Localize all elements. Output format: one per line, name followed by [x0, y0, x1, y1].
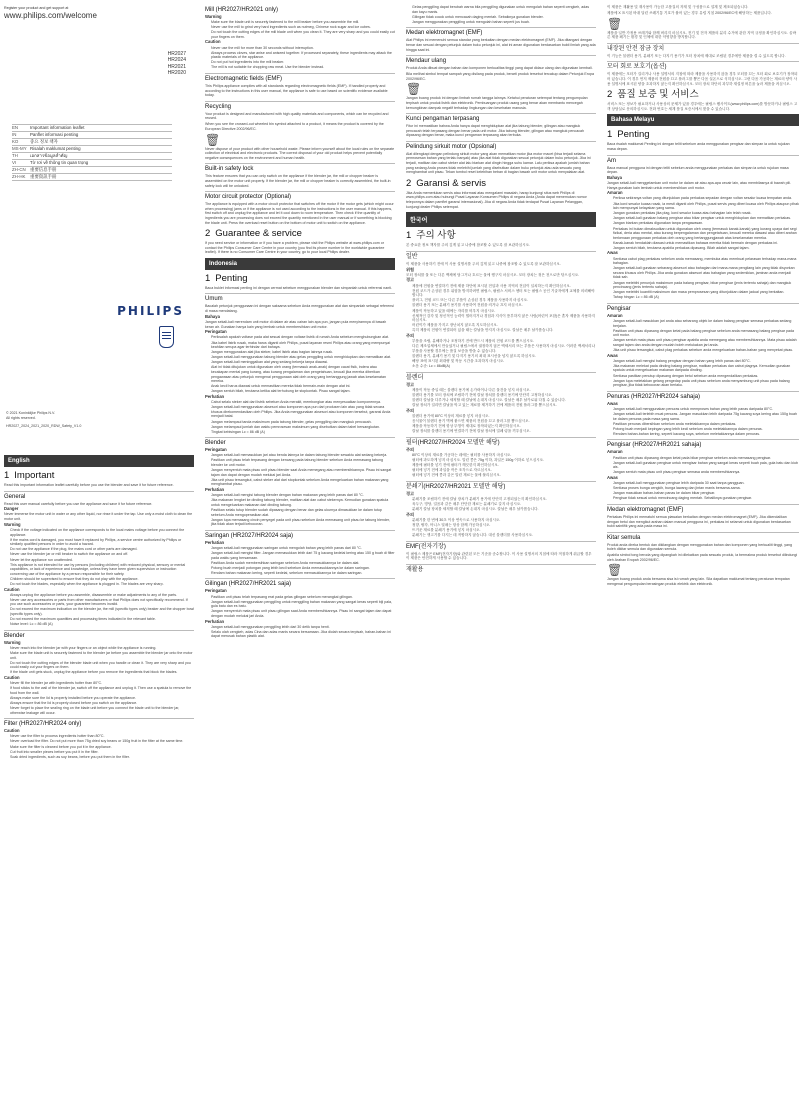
subsection-title: Pelindung sirkuit motor (Opsional): [406, 141, 596, 151]
section-title: 1 주의 사항: [406, 230, 456, 242]
subsection-title: Mill (HR2027/HR2021 only): [205, 7, 279, 13]
bullet-list: • 블렌더 용기에 80°C 이상의 재료를 넣지 마십시오. • 음식물이 블렌더 용기 벽에 붙으면 제품의 전원을 끄고 플러그를 뽑으십시오. • 제품을 작동하기 전에 항상 뚜껑이 제대로 장착되었는지 확인하십시오. • 칼날 장치를 블렌더 용기에 연결하기 전에 칼날 장치에 밀폐 링을 끼우십시오.: [406, 414, 596, 434]
subsection-title: Gilingan (HR2027/HR2021 saja): [205, 578, 395, 588]
language-row: MS-MY Risalah maklumat penting: [12, 145, 172, 152]
body-text: 서비스 또는 정보가 필요하거나 사용상의 문제가 있을 경우에는 필립스 웹사이트(www.philips.com)를 방문하거나 필립스 고객 상담실로 문의하십시오. 전화 번호는 세계 품질 보증서에서 찾을 수 있습니다.: [607, 102, 798, 111]
bullet-list: • Periksalah apakah voltase pada alat sesuai dengan voltase listrik di rumah Anda sebelum menghubungkan alat. • Jika kabel listrik rusak, maka harus diganti oleh Philips, pusat layanan resmi Philips atau orang yang mempunyai keahlian serupa agar terhindar dari bahaya. • Jangan menggunakan alat jika steker, kabel listrik atau bagian lainnya rusak. • Jangan sekali-kali menggunakan tabung blender atau gelas penggiling untuk menghidupkan dan mematikan alat. • Jangan sekali-kali meninggalkan alat yang sedang bekerja tanpa diawasi. • Alat ini tidak ditujukan untuk digunakan oleh orang (termasuk anak-anak) dengan cacat fisik, indera atau kecakapan mental yang kurang, atau kurang pengalaman dan pengetahuan, kecuali jika mereka diberikan pengawasan atau petunjuk mengenai penggunaan alat oleh orang yang bertanggung jawab atas keselamatan mereka. • Anak kecil harus diawasi untuk memastikan mereka tidak bermain-main dengan alat ini. • Jangan sentuh bilah, terutama ketika alat terhubung ke stopkontak. Pisau sangat tajam.: [205, 335, 395, 394]
body-text: Perhatian • Jangan sekali-kali menggunakan saringan untuk mengolah bahan yang lebih panas dari 80 °C. • Jangan sekali-kali mengisi filter. Jangan memasukkan lebih dari 75 g kacang kedelai kering atau 150 g buah di filter pada waktu yang bersamaan. • Pastikan Anda sudah membersihkan saringan sebelum Anda memasukkannya ke dalam alat. • Potong buah menjadi potongan yang lebih kecil sebelum Anda memasukkannya ke dalam saringan. • Rendam bahan makanan kering, seperti kedelai, sebelum memasukkannya ke dalam saringan.: [205, 541, 395, 576]
bullet-list: • Always unplug the appliance before you assemble, disassemble or make adjustments to any of the parts. • Never use any accessories or parts from other manufacturers or that Philips does not specifically recommend. If you use such accessories or parts, your guarantee becomes invalid. • Do not exceed the maximum indication on the blender jar, the mill (specific types only) beaker and the chopper bowl (specific types only). • Do not exceed the maximum quantities and processing times indicated in the relevant table. • Noise level: Lc = 86 dB (A): [4, 593, 194, 627]
body-text: Baca risalah maklumat Penting ini dengan teliti sebelum anda menggunakan pengisar dan simpan ia untuk rujukan masa depan.: [607, 142, 790, 151]
subsection-title: General: [4, 491, 194, 501]
copyright: © 2021 Koninklijke Philips N.V. All rights reserved. HR2027_2024_2021_2020_RDW_Safety_V1.0: [6, 411, 82, 429]
body-text: Baca manual pengguna ini dengan teliti sebelum anda menggunakan perkakas dan simpan ia untuk rujukan masa depan. Bahaya Jangan sekali-kali menggelamkan unit motor ke dalam air atau apa-apa cecair lain, atau membilasnya di bawah pili. Hanya gunakan kain lembab untuk membersihkan unit motor. Amaran • Periksa sekiranya voltan yang ditunjukkan pada perkakas sepadan dengan voltan sesalur kuasa tempatan anda. • Jika kord sesalur kuasa rosak, ia mesti diganti oleh Philips, pusat servis yang diberi kuasa oleh Philips ataupun pihak lain mempunyai kelayakan yang sama. • Jangan gunakan perkakas jika plag, kord sesalur kuasa atau bahagian lain telah rosak. • Jangan sekali-kali gunakan balang pengisar atau bikar pengisar untuk menghidupkan dan mematikan perkakas. • Jangan biarkan perkakas digunakan tanpa pengawasan. • Perkakas ini bukan dimaksudkan untuk digunakan oleh orang (termasuk kanak-kanak) yang kurang upaya dari segi fizikal, deria atau mental, atau kurang berpengalaman dan pengetahuan, kecuali mereka diawasi atau diberi arahan berkenaan penggunaan perkakas oleh orang yang bertanggungjawab atas keselamatan mereka. • Kanak-kanak hendaklah diawasi untuk memastikan bahawa mereka tidak bermain dengan perkakas ini. • Jangan sentuh bilah, terutama apabila perkakas dipasang. Bilah adalah sangat tajam. Awas • Sentiasa cabut plag perkakas sebelum anda memasang, membuka atau membuat pelarasan terhadap mana-mana bahagian. • Jangan sekali-kali gunakan sebarang aksesori atau bahagian dari mana-mana pengilang lain yang tidak disyorkan secara khusus oleh Philips. Jika anda gunakan aksesori atau bahagian yang sedemikian, jaminan anda menjadi tidak sah. • Jangan melebihi penunjuk maksimum pada balang pengisar, bikar pengisar (jenis tertentu sahaja) dan mangkuk pencincang (jenis tertentu sahaja). • Jangan melebihi kuantiti maksimum dan masa pemprosesan yang ditunjukkan dalam jadual yang berkaitan. • Tahap hingar: Lc = 86 dB (A): [607, 166, 799, 300]
subsection-title: 블렌더: [406, 372, 596, 382]
bullet-list: • Jangan sekali-kali memasukkan jari atau benda lainnya ke dalam tabung blender sewaktu alat sedang bekerja. • Pastikan unit pisau telah terpasang dengan kencang pada tabung blender sebelum Anda memasang tabung blender ke unit motor. • Jangan menyentuh mata pisau unit pisau blender saat Anda memegang atau membersihkannya. Pisau ini sangat tajam dan dapat dengan mudah melukai jari Anda. • Jika unit pisau tersangkut, cabut steker alat dari stopkontak sebelum Anda mengeluarkan bahan makanan yang menghambat pisau.: [205, 453, 395, 487]
model-item: HR2021: [167, 63, 186, 70]
body-text: 이 제품을 사용하기 전에 이 사용 설명서를 주의 깊게 읽고 나중에 참조할 수 있도록 잘 보관하십시오. 위험 모터 장치를 물 또는 다른 액체에 담그거나 흐르는 물에 헹구지 마십시오. 모터 장치는 젖은 천으로만 닦으십시오. 경고 • 제품에 전원을 연결하기 전에 제품 하단에 표시된 전압과 사용 지역의 전압이 일치하는지 확인하십시오. • 전원 코드가 손상된 경우 위험을 방지하려면 필립스, 필립스 서비스 센터 또는 필립스 공인 기술자에게 교체를 의뢰해야 합니다. • 플러그, 전원 코드 또는 다른 부품이 손상된 경우 제품을 사용하지 마십시오. • 블렌더 용기 또는 분쇄기 용기를 사용하여 전원을 켜거나 끄지 마십시오. • 제품이 작동하고 있을 때에는 자리를 비우지 마십시오. • 신체적인 감각 및 정신적인 능력이 떨어지거나 경험과 지식이 풍부하지 않은 사람(어린이 포함)은 혼자 제품을 사용하지 마십시오. • 어린이가 제품을 가지고 장난치지 않도록 지도하십시오. • 특히 제품의 전원이 연결되어 있을 때는 칼날을 만지지 마십시오. 칼날은 매우 날카롭습니다. 주의 • 부품을 조립, 분해하거나 조정하기 전에 반드시 제품의 전원 코드를 뽑으십시오. • 다른 제조업체에서 만들었거나 필립스에서 권장하지 않은 액세서리 또는 부품은 사용하지 마십시오. 이러한 액세서리나 부품을 사용할 경우에는 품질 보증을 받을 수 없습니다. • 블렌더 용기, 분쇄기 용기 및 다지기 용기의 최대 표시선을 넘지 않도록 하십시오. • 해당 표에 표시된 최대량 및 작동 시간을 초과하지 마십시오. • 소음 수준: Lc = 86dB(A): [406, 262, 596, 369]
body-text: Peringatan • Pastikan unit pisau telah terpasang erat pada gelas gilingan sebelum merangkai gilingan. • Jangan sekali-kali menggunakan penggiling untuk menggiling bahan makanan yang sangat keras seperti biji pala, gula batu dan es batu. • Jangan menyentuh mata pisau unit pisau gilingan saat Anda membersihkannya. Pisau ini sangat tajam dan dapat dengan mudah melukai jari Anda. Perhatian • Jangan sekali-kali menggunakan penggiling lebih dari 30 detik tanpa henti. • Selalu olah cengkeh, adas Cina dan adas manis secara bersamaan. Jika diolah secara terpisah, bahan-bahan ini dapat merusak bahan plastik alat.: [205, 589, 395, 638]
model-list: [168, 51, 186, 77]
body-text: Caution • Never use the filter to process ingredients hotter than 80°C. • Never overload the filter. Do not put more than 75g dried soy beans or 150g fruit in the filter at the same time. • Make sure the filter is cleaned before you put it in the appliance. • Cut fruit into smaller pieces before you put it in the filter. • Soak dried ingredients, such as soy beans, before you put them in the filter.: [4, 729, 194, 759]
subsection-title: 필터(HR2027/HR2024 모델만 해당): [406, 437, 596, 447]
bullet-list: • Check if the voltage indicated on the appliance corresponds to the local mains voltage before you connect the appliance. • If the mains cord is damaged, you must have it replaced by Philips, a service centre authorized by Philips or similarly qualified persons in order to avoid a hazard. • Do not use the appliance if the plug, the mains cord or other parts are damaged. • Never use the blender jar or mill beaker to switch the appliance on and off. • Never let the appliance run unattended. • This appliance is not intended for use by persons (including children) with reduced physical, sensory or mental capabilities, or lack of experience and knowledge, unless they have been given supervision or instruction concerning use of the appliance by a person responsible for their safety. • Children should be supervised to ensure that they do not play with the appliance. • Do not touch the blades, especially when the appliance is plugged in. The blades are very sharp.: [4, 528, 194, 587]
subsection-title: Pengisar (HR2027/HR2021 sahaja): [607, 439, 799, 449]
body-text: Produk anda direka bentuk dan dikilangkan dengan menggunakan bahan dan komponen yang berkualiti tinggi, yang boleh dikitar semula dan digunakan semula. Apabila simbol tong beroda yang dipangkah ini dilekatkan pada sesuatu produk, ia bermakna produk tersebut dilindungi oleh Arahan Eropah 2002/96/EC. 🗑︎ Jangan buang produk anda bersama sisa isi rumah yang lain. Sila dapatkan maklumat tentang peraturan tempatan mengenai pengumpulan berasingan produk elektrik dan elektronik.: [607, 542, 798, 587]
subsection-title: Pengisar: [607, 303, 799, 313]
body-text: The appliance is equipped with a motor circuit protector that switches off the motor if the motor gets (which might occur when processing) jams or if the appliance is not used according to the instructions in the user manual. If this happens, first switch off and unplug the appliance and let it cool down to room temperature. Then check if the quantity of ingredients you are processing does not exceed the quantity mentioned in the user manual or if something is blocking the blade unit. Press the overload reset button on the bottom of motor unit to switch on the appliance.: [205, 202, 394, 225]
philips-shield-icon: [159, 326, 174, 348]
body-text: Baca buklet informasi penting ini dengan cermat sebelum menggunakan blender dan simpanlah untuk referensi nanti.: [205, 285, 392, 290]
bullet-list: • Jangan sekali-kali masukkan jari anda atau sebarang objek ke dalam balang pengisar semasa perkakas sedang berjalan. • Pastikan unit pisau dipasang dengan ketat pada balang pengisar sebelum anda memasang balang pengisar pada unit motor. • Jangan sentuh mata pisau unit pisau pengisar apabila anda memegang atau membersihkannya. Mata pisau adalah sangat tajam dan anda dengan mudah boleh melukakan jari anda. • Jika unit pisau tersangkut, cabut plag perkakas sebelum anda mengeluarkan bahan-bahan yang menyekat pisau.: [607, 319, 799, 353]
bullet-list: • 제품에 전원을 연결하기 전에 제품 하단에 표시된 전압과 사용 지역의 전압이 일치하는지 확인하십시오. • 전원 코드가 손상된 경우 위험을 방지하려면 필립스, 필립스 서비스 센터 또는 필립스 공인 기술자에게 교체를 의뢰해야 합니다. • 플러그, 전원 코드 또는 다른 부품이 손상된 경우 제품을 사용하지 마십시오. • 블렌더 용기 또는 분쇄기 용기를 사용하여 전원을 켜거나 끄지 마십시오. • 제품이 작동하고 있을 때에는 자리를 비우지 마십시오. • 신체적인 감각 및 정신적인 능력이 떨어지거나 경험과 지식이 풍부하지 않은 사람(어린이 포함)은 혼자 제품을 사용하지 마십시오. • 어린이가 제품을 가지고 장난치지 않도록 지도하십시오. • 특히 제품의 전원이 연결되어 있을 때는 칼날을 만지지 마십시오. 칼날은 매우 날카롭습니다.: [406, 284, 596, 333]
column-2: [205, 0, 395, 1114]
bullet-list: • 제품이 작동 중일 때는 블렌더 용기에 손가락이나 다른 물건을 넣지 마십시오. • 블렌더 용기를 모터 장치에 조립하기 전에 칼날 장치를 블렌더 용기에 단단히 고정하십시오. • 블렌더 칼날을 다루거나 세척할 때 칼날에 손대지 마십시오. 칼날은 매우 날카로워 다칠 수 있습니다. • 칼날 장치가 걸리면 칼날을 막고 있는 재료를 제거하기 전에 제품의 전원 플러그를 뽑으십시오.: [406, 388, 596, 408]
bullet-list: • 80°C 이상의 재료를 가공하는 데에는 필터를 사용하지 마십시오. • 필터에 과도하게 넣지 마십시오. 말린 콩은 75g 이하, 과일은 150g 이하로 넣으십시오. • 제품에 필터를 넣기 전에 필터가 깨끗한지 확인하십시오. • 필터에 넣기 전에 과일을 작은 조각으로 자르십시오. • 필터에 넣기 전에 콩과 같은 말린 재료는 물에 불리십시오.: [406, 453, 596, 478]
model-item: HR2020: [167, 70, 186, 77]
register-url[interactable]: www.philips.com/welcome: [4, 11, 97, 20]
subsection-title: Saringan (HR2027/HR2024 saja): [205, 530, 395, 540]
body-text: Peringatan • Jangan sekali-kali memasukkan jari atau benda lainnya ke dalam tabung blender sewaktu alat sedang bekerja. • Pastikan unit pisau telah terpasang dengan kencang pada tabung blender sebelum Anda memasang tabung blender ke unit motor. • Jangan menyentuh mata pisau unit pisau blender saat Anda memegang atau membersihkannya. Pisau ini sangat tajam dan dapat dengan mudah melukai jari Anda. • Jika unit pisau tersangkut, cabut steker alat dari stopkontak sebelum Anda mengeluarkan bahan makanan yang menghambat pisau. Perhatian • Jangan sekali-kali mengisi tabung blender dengan bahan makanan yang lebih panas dari 80 °C. • Jika makanan lengket ke dinding tabung blender, matikan alat dan cabut stekernya. Kemudian gunakan spatula untuk mengeluarkan makanan dari dinding tabung. • Pastikan selalu tutup blender sudah dipasang dengan benar dan gelas ukurnya dimasukkan ke dalam tutup sebelum Anda mengoperasikan alat. • Jangan lupa memasang cincin penyegel pada unit pisau sebelum Anda memasang unit pisau ke tabung blender, jika tidak akan terjadi kebocoran.: [205, 448, 395, 527]
body-text: 주의 • 80°C 이상의 재료를 가공하는 데에는 필터를 사용하지 마십시오. • 필터에 과도하게 넣지 마십시오. 말린 콩은 75g 이하, 과일은 150g 이하로 넣으십시오. • 제품에 필터를 넣기 전에 필터가 깨끗한지 확인하십시오. • 필터에 넣기 전에 과일을 작은 조각으로 자르십시오. • 필터에 넣기 전에 콩과 같은 말린 재료는 물에 불리십시오.: [406, 448, 596, 478]
bullet-list: • 부품을 조립, 분해하거나 조정하기 전에 반드시 제품의 전원 코드를 뽑으십시오. • 다른 제조업체에서 만들었거나 필립스에서 권장하지 않은 액세서리 또는 부품은 사용하지 마십시오. 이러한 액세서리나 부품을 사용할 경우에는 품질 보증을 받을 수 없습니다. • 블렌더 용기, 분쇄기 용기 및 다지기 용기의 최대 표시선을 넘지 않도록 하십시오. • 해당 표에 표시된 최대량 및 작동 시간을 초과하지 마십시오. • 소음 수준: Lc = 86dB(A): [406, 339, 596, 369]
philips-logo: PHILIPS: [117, 304, 184, 318]
body-text: This feature ensures that you can only switch on the appliance if the blender jar, the mill or chopper beaker is assembled on the motor unit properly. If the blender jar, the mill or chopper beaker is correctly assembled, the built-in safety lock will be unlocked.: [205, 174, 391, 188]
subsection-title: Blender: [4, 630, 194, 640]
subsection-title: Built-in safety lock: [205, 163, 395, 173]
subsection-title: Mendaur ulang: [406, 55, 596, 65]
body-text: 경고 • 분쇄기를 조립하기 전에 칼날 장치가 분쇄기 용기에 단단히 고정되었는지 확인하십시오. • 육두구, 빙당, 얼음과 같은 매우 단단한 재료는 분쇄기로 갈지 마십시오. • 분쇄기 칼날 장치를 세척할 때 칼날에 손대지 마십시오. 칼날은 매우 날카롭습니다. 주의 • 분쇄기를 한 번에 30초 이상 연속으로 사용하지 마십시오. • 정향, 팔각, 아니스 열매는 항상 함께 가공하십시오. • 뜨거운 재료를 분쇄기 용기에 넣지 마십시오. • 분쇄기는 생고기를 다지는 데 적합하지 않습니다. 대신 블렌더를 사용하십시오.: [406, 492, 596, 538]
subsection-title: Umum: [205, 293, 395, 303]
subsection-title: Medan elektromagnet (EMF): [406, 27, 596, 37]
language-row: KO 중요 정보 책자: [12, 138, 172, 145]
body-text: 이 제품에는 모터가 걸리거나 사용 설명서의 지침에 따라 제품을 사용하지 않을 경우 모터를 끄는 모터 회로 보호기가 장착되어 있습니다. 이 경우 먼저 제품의 전원을 끄고 플러그를 뽑은 다음 실온으로 식히십시오. 그런 다음 가공하는 재료의 양이 사용 설명서에 표시된 양을 초과하지 않는지 확인하십시오. 모터 장치 하단의 과부하 재설정 버튼을 눌러 제품을 켜십시오.: [607, 72, 798, 86]
language-row: VI Tờ rơi về thông tin quan trọng: [12, 159, 172, 166]
body-text: Bacalah petunjuk penggunaan ini dengan saksama sebelum Anda menggunakan alat dan simpanlah sebagai referensi di masa mendatang. Bahaya Jangan sekali-kali merendam unit motor di dalam air atau cairan lain apa pun, jangan pula menyiramnya di bawah keran air. Gunakan hanya kain yang lembab untuk membersihkan unit motor. Peringatan • Periksalah apakah voltase pada alat sesuai dengan voltase listrik di rumah Anda sebelum menghubungkan alat. • Jika kabel listrik rusak, maka harus diganti oleh Philips, pusat layanan resmi Philips atau orang yang mempunyai keahlian serupa agar terhindar dari bahaya. • Jangan menggunakan alat jika steker, kabel listrik atau bagian lainnya rusak. • Jangan sekali-kali menggunakan tabung blender atau gelas penggiling untuk menghidupkan dan mematikan alat. • Jangan sekali-kali meninggalkan alat yang sedang bekerja tanpa diawasi. • Alat ini tidak ditujukan untuk digunakan oleh orang (termasuk anak-anak) dengan cacat fisik, indera atau kecakapan mental yang kurang, atau kurang pengalaman dan pengetahuan, kecuali jika mereka diberikan pengawasan atau petunjuk mengenai penggunaan alat oleh orang yang bertanggung jawab atas keselamatan mereka. • Anak kecil harus diawasi untuk memastikan mereka tidak bermain-main dengan alat ini. • Jangan sentuh bilah, terutama ketika alat terhubung ke stopkontak. Pisau sangat tajam. Perhatian • Cabut selalu steker alat dari listrik sebelum Anda merakit, membongkar atau menyesuaikan komponennya. • Jangan sekali-kali menggunakan aksesori atau komponen apa pun dari produsen lain atau yang tidak secara khusus direkomendasikan oleh Philips. Jika Anda menggunakan aksesori atau komponen tersebut, garansi Anda menjadi batal. • Jangan melampaui tanda maksimum pada tabung blender, gelas penggiling dan mangkuk pencacah. • Jangan melampaui jumlah dan waktu pemrosesan maksimum yang disebutkan dalam tabel bersangkutan. • Tingkat kebisingan Lc = 86 dB (A): [205, 304, 395, 434]
bullet-list: • Never use the filter to process ingredients hotter than 80°C. • Never overload the filter. Do not put more than 75g dried soy beans or 150g fruit in the filter at the same time. • Make sure the filter is cleaned before you put it in the appliance. • Cut fruit into smaller pieces before you put it in the filter. • Soak dried ingredients, such as soy beans, before you put them in the filter.: [4, 734, 194, 759]
language-bar-english: English: [4, 455, 194, 467]
body-text: Alat Philips ini memenuhi semua standar yang berkaitan dengan medan elektromagnet (EMF). Jika ditangani dengan benar dan sesuai dengan petunjuk dalam buku petunjuk ini, alat ini aman digunakan berdasarkan bukti ilmiah yang ada hingga saat ini.: [406, 38, 596, 52]
body-text: 경고 • 제품이 작동 중일 때는 블렌더 용기에 손가락이나 다른 물건을 넣지 마십시오. • 블렌더 용기를 모터 장치에 조립하기 전에 칼날 장치를 블렌더 용기에 단단히 고정하십시오. • 블렌더 칼날을 다루거나 세척할 때 칼날에 손대지 마십시오. 칼날은 매우 날카로워 다칠 수 있습니다. • 칼날 장치가 걸리면 칼날을 막고 있는 재료를 제거하기 전에 제품의 전원 플러그를 뽑으십시오. 주의 • 블렌더 용기에 80°C 이상의 재료를 넣지 마십시오. • 음식물이 블렌더 용기 벽에 붙으면 제품의 전원을 끄고 플러그를 뽑으십시오. • 제품을 작동하기 전에 항상 뚜껑이 제대로 장착되었는지 확인하십시오. • 칼날 장치를 블렌더 용기에 연결하기 전에 칼날 장치에 밀폐 링을 끼우십시오.: [406, 383, 596, 434]
body-text: Read this important information leaflet carefully before you use the blender and save it for future reference.: [4, 483, 174, 487]
bullet-list: • Pastikan unit pisau telah terpasang erat pada gelas gilingan sebelum merangkai gilingan. • Jangan sekali-kali menggunakan penggiling untuk menggiling bahan makanan yang sangat keras seperti biji pala, gula batu dan es batu. • Jangan menyentuh mata pisau unit pisau gilingan saat Anda membersihkannya. Pisau ini sangat tajam dan dapat dengan mudah melukai jari Anda.: [205, 595, 395, 619]
body-text: Produk Anda dibuat dengan bahan dan komponen berkualitas tinggi yang dapat didaur ulang dan digunakan kembali. Bila melihat simbol tempat sampah yang disilang pada produk, berarti produk tersebut tercakup dalam Petunjuk Eropa 2002/96/EC. 🗑︎ Jangan buang produk ini dengan limbah rumah tangga lainnya. Ketahui peraturan setempat tentang pengumpulan terpisah untuk produk listrik dan elektronik. Pembuangan produk usang yang benar akan membantu mencegah kemungkinan dampak negatif terhadap lingkungan dan kesehatan manusia.: [406, 66, 596, 110]
subsection-title: 내장된 안전 잠금 장치: [607, 43, 799, 53]
bullet-list: • Never use the mill for more than 30 seconds without interruption. • Always process cloves, star anise and aniseed together. If processed separately, these ingredients may attack the plastic materials of the appliance. • Do not put hot ingredients into the mill beaker. • The mill is not suitable for chopping raw meat. Use the blender instead.: [205, 46, 395, 70]
bullet-list: • Gelas penggiling dapat berubah warna bila penggiling digunakan untuk mengolah bahan seperti cengkeh, adas dan kayu manis. • Gilingan tidak cocok untuk mencacah daging mentah. Sebaiknya gunakan blender. • Jangan menggunakan penggiling untuk mengolah bahan seperti jus buah.: [406, 5, 596, 24]
section-title: 2 Garansi & servis: [406, 177, 486, 189]
body-text: 이 기능은 블렌더 용기, 분쇄기 또는 다지기 용기가 모터 장치에 제대로 조립된 경우에만 제품을 켤 수 있도록 합니다.: [607, 53, 786, 58]
body-text: Awas • Jangan sekali-kali menggunakan penuras untuk memproses bahan yang lebih panas daripada 80°C. • Jangan sekali-kali terlebih muat penuras. Jangan masukkan lebih daripada 75g kacang soya kering atau 150g buah ke dalam penuras pada masa yang sama. • Pastikan penuras dibersihkan sebelum anda meletakkannya dalam perkakas. • Potong buah menjadi kepingan yang lebih kecil sebelum anda meletakkannya dalam penuras. • Rendam bahan-bahan kering, seperti kacang soya, sebelum meletakkannya dalam penuras.: [607, 402, 799, 437]
section-title: 1 Important: [4, 470, 55, 481]
bullet-list: • Sentiasa cabut plag perkakas sebelum anda memasang, membuka atau membuat pelarasan terhadap mana-mana bahagian. • Jangan sekali-kali gunakan sebarang aksesori atau bahagian dari mana-mana pengilang lain yang tidak disyorkan secara khusus oleh Philips. Jika anda gunakan aksesori atau bahagian yang sedemikian, jaminan anda menjadi tidak sah. • Jangan melebihi penunjuk maksimum pada balang pengisar, bikar pengisar (jenis tertentu sahaja) dan mangkuk pencincang (jenis tertentu sahaja). • Jangan melebihi kuantiti maksimum dan masa pemprosesan yang ditunjukkan dalam jadual yang berkaitan. • Tahap hingar: Lc = 86 dB (A): [607, 257, 799, 300]
cover: [4, 6, 194, 452]
bullet-list: • 분쇄기를 한 번에 30초 이상 연속으로 사용하지 마십시오. • 정향, 팔각, 아니스 열매는 항상 함께 가공하십시오. • 뜨거운 재료를 분쇄기 용기에 넣지 마십시오. • 분쇄기는 생고기를 다지는 데 적합하지 않습니다. 대신 블렌더를 사용하십시오.: [406, 518, 596, 538]
bullet-list: • Jangan sekali-kali mengisi tabung blender dengan bahan makanan yang lebih panas dari 80 °C. • Jika makanan lengket ke dinding tabung blender, matikan alat dan cabut stekernya. Kemudian gunakan spatula untuk mengeluarkan makanan dari dinding tabung. • Pastikan selalu tutup blender sudah dipasang dengan benar dan gelas ukurnya dimasukkan ke dalam tutup sebelum Anda mengoperasikan alat. • Jangan lupa memasang cincin penyegel pada unit pisau sebelum Anda memasang unit pisau ke tabung blender, jika tidak akan terjadi kebocoran.: [205, 493, 395, 527]
body-text: Warning • Never reach into the blender jar with your fingers or an object while the appliance is running. • Make sure the blade unit is securely fastened to the blender jar before you assemble the blender jar onto the motor unit. • Do not touch the cutting edges of the blender blade unit when you handle or clean it. They are very sharp and you could easily cut your fingers on them. • If the blade unit gets stuck, unplug the appliance before you remove the ingredients that block the blades. Caution • Never fill the blender jar with ingredients hotter than 80°C. • If food sticks to the wall of the blender jar, switch off the appliance and unplug it. Then use a spatula to remove the food from the wall. • Always make sure the lid is properly installed before you operate the appliance. • Always ensure that the lid is properly closed before you switch on the appliance. • Never forget to place the sealing ring on the blade unit before you connect the blade unit to the blender jar, otherwise leakage will occur.: [4, 641, 194, 715]
subsection-title: EMF(전자기장): [406, 541, 596, 551]
subsection-title: Penuras (HR2027/HR2024 sahaja): [607, 391, 799, 401]
language-list: [12, 124, 172, 181]
bullet-list: • Cabut selalu steker alat dari listrik sebelum Anda merakit, membongkar atau menyesuaikan komponennya. • Jangan sekali-kali menggunakan aksesori atau komponen apa pun dari produsen lain atau yang tidak secara khusus direkomendasikan oleh Philips. Jika Anda menggunakan aksesori atau komponen tersebut, garansi Anda menjadi batal. • Jangan melampaui tanda maksimum pada tabung blender, gelas penggiling dan mangkuk pencacah. • Jangan melampaui jumlah dan waktu pemrosesan maksimum yang disebutkan dalam tabel bersangkutan. • Tingkat kebisingan Lc = 86 dB (A): [205, 400, 395, 434]
body-text: Jika Anda memerlukan servis atau informasi atau mengalami masalah, harap kunjungi situs web Philips di www.philips.com atau hubungi Pusat Layanan Konsumen Philips di negara Anda (Anda dapat menemukan nomor teleponnya dalam pamflet garansi internasional). Jika di negara Anda tidak terdapat Pusat Layanan Pelanggan, kunjungi dealer Philips setempat.: [406, 190, 587, 209]
bullet-list: • Never fill the blender jar with ingredients hotter than 80°C. • If food sticks to the wall of the blender jar, switch off the appliance and unplug it. Then use a spatula to remove the food from the wall. • Always make sure the lid is properly installed before you operate the appliance. • Always ensure that the lid is properly closed before you switch on the appliance. • Never forget to place the sealing ring on the blade unit before you connect the blade unit to the blender jar, otherwise leakage will occur.: [4, 681, 194, 715]
column-3: [406, 0, 596, 1114]
subsection-title: 일반: [406, 251, 596, 261]
body-text: Alat dilengkapi dengan pelindung sirkuit motor yang akan mematikan motor jika motor macet (bisa terjadi selama pemrosesan bahan yang terlalu banyak) atau jika alat tidak digunakan sesuai petunjuk dalam buku petunjuk. Jika ini terjadi, matikan dan cabut steker alat lalu biarkan alat dingin hingga suhu kamar. Lalu periksa apakah jumlah bahan yang sedang Anda proses tidak melebihi jumlah yang disebutkan dalam buku petunjuk atau ada sesuatu yang menghambat unit pisau. Tekan tombol reset kelebihan beban di bagian bawah unit motor untuk menyalakan alat.: [406, 151, 591, 175]
language-bar-korean: 한국어: [406, 212, 596, 227]
body-text: 본 중요한 정보 책자를 주의 깊게 읽고 나중에 참조할 수 있도록 잘 보관하십시오.: [406, 243, 531, 248]
subsection-title: 분쇄기(HR2027/HR2021 모델만 해당): [406, 481, 596, 491]
body-text: Warning • Make sure the blade unit is securely fastened to the mill beaker before you assemble the mill. • Never use the mill to grind very hard ingredients such as nutmeg, Chinese rock sugar and ice cubes. • Do not touch the cutting edges of the mill blade unit when you clean it. They are very sharp and you could easily cut your fingers on them. Caution • Never use the mill for more than 30 seconds without interruption. • Always process cloves, star anise and aniseed together. If processed separately, these ingredients may attack the plastic materials of the appliance. • Do not put hot ingredients into the mill beaker. • The mill is not suitable for chopping raw meat. Use the blender instead.: [205, 15, 395, 70]
model-item: HR2027: [167, 51, 186, 57]
subsection-title: Kunci pengaman terpasang: [406, 113, 596, 123]
body-text: [406, 5, 596, 24]
language-row: TH เอกสารข้อมูลสำคัญ: [12, 152, 172, 159]
crossed-bin-icon: 🗑︎: [205, 132, 221, 147]
body-text: 이 필립스 제품은 EMF(전자기장)와 관련된 모든 기준을 준수합니다. 이 사용 설명서의 지침에 따라 적절하게 취급할 경우 이 제품은 안전하게 사용할 수 있습니다.: [406, 551, 592, 561]
subsection-title: Kitar semula: [607, 532, 799, 542]
body-text: This Philips appliance complies with all standards regarding electromagnetic fields (EMF). If handled properly and according to the instructions in this user manual, the appliance is safe to use based on scientific evidence available today.: [205, 84, 388, 98]
subsection-title: Am: [607, 155, 799, 165]
bullet-list: • Jangan sekali-kali menggunakan saringan untuk mengolah bahan yang lebih panas dari 80 °C. • Jangan sekali-kali mengisi filter. Jangan memasukkan lebih dari 75 g kacang kedelai kering atau 150 g buah di filter pada waktu yang bersamaan. • Pastikan Anda sudah membersihkan saringan sebelum Anda memasukkannya ke dalam alat. • Potong buah menjadi potongan yang lebih kecil sebelum Anda memasukkannya ke dalam saringan. • Rendam bahan makanan kering, seperti kedelai, sebelum memasukkannya ke dalam saringan.: [205, 546, 395, 576]
bullet-list: • Never reach into the blender jar with your fingers or an object while the appliance is running. • Make sure the blade unit is securely fastened to the blender jar before you assemble the blender jar onto the motor unit. • Do not touch the cutting edges of the blender blade unit when you handle or clean it. They are very sharp and you could easily cut your fingers on them. • If the blade unit gets stuck, unplug the appliance before you remove the ingredients that block the blades.: [4, 646, 194, 675]
bullet-list: • Periksa sekiranya voltan yang ditunjukkan pada perkakas sepadan dengan voltan sesalur kuasa tempatan anda. • Jika kord sesalur kuasa rosak, ia mesti diganti oleh Philips, pusat servis yang diberi kuasa oleh Philips ataupun pihak lain mempunyai kelayakan yang sama. • Jangan gunakan perkakas jika plag, kord sesalur kuasa atau bahagian lain telah rosak. • Jangan sekali-kali gunakan balang pengisar atau bikar pengisar untuk menghidupkan dan mematikan perkakas. • Jangan biarkan perkakas digunakan tanpa pengawasan. • Perkakas ini bukan dimaksudkan untuk digunakan oleh orang (termasuk kanak-kanak) yang kurang upaya dari segi fizikal, deria atau mental, atau kurang berpengalaman dan pengetahuan, kecuali mereka diawasi atau diberi arahan berkenaan penggunaan perkakas oleh orang yang bertanggungjawab atas keselamatan mereka. • Kanak-kanak hendaklah diawasi untuk memastikan bahawa mereka tidak bermain dengan perkakas ini. • Jangan sentuh bilah, terutama apabila perkakas dipasang. Bilah adalah sangat tajam.: [607, 196, 799, 250]
column-1: [4, 0, 194, 1114]
subsection-title: Blender: [205, 437, 395, 447]
crossed-bin-icon: 🗑︎: [607, 16, 623, 31]
model-item: HR2024: [167, 57, 186, 64]
bullet-list: • Jangan sekali-kali menggunakan penggiling lebih dari 30 detik tanpa henti. • Selalu olah cengkeh, adas Cina dan adas manis secara bersamaan. Jika diolah secara terpisah, bahan-bahan ini dapat merusak bahan plastik alat.: [205, 625, 395, 639]
bullet-list: • Pastikan unit pisau dipasang dengan ketat pada bikar pengisar sebelum anda memasang pengisar. • Jangan sekali-kali gunakan pengisar untuk mengisar bahan yang sangat keras seperti buah pala, gula batu dan kiub ais. • Jangan sentuh mata pisau unit pisau pengisar semasa anda membersihkannya.: [607, 456, 799, 475]
language-row: ZH-HK 重要資訊手冊: [12, 173, 172, 181]
subsection-title: 재활용: [406, 564, 596, 574]
subsection-title: Motor circuit protector (Optional): [205, 191, 395, 201]
subsection-title: Medan elektromagnet (EMF): [607, 504, 799, 514]
crossed-bin-icon: 🗑︎: [607, 563, 623, 578]
subsection-title: Recycling: [205, 101, 395, 111]
subsection-title: Electromagnetic fields (EMF): [205, 73, 395, 83]
language-row: IN Panflet informasi penting: [12, 131, 172, 138]
bullet-list: • Jangan sekali-kali menggunakan pengisar lebih daripada 30 saat tanpa gangguan. • Sentiasa proses bunga cengkih, bunga lawang dan jintan manis bersama-sama. • Jangan masukkan bahan-bahan panas ke dalam bikar pengisar. • Pengisar tidak sesuai untuk mencincang daging mentah. Sebaliknya gunakan pengisar.: [607, 481, 799, 501]
body-text: If you need service or information or if you have a problem, please visit the Philips website at www.philips.com or contact the Philips Consumer Care Centre in your country (you find its phone number in the worldwide guarantee leaflet). If there is no Consumer Care Centre in your country, go to your local Philips dealer.: [205, 241, 385, 255]
language-row: ZH-CN 重要信息手册: [12, 166, 172, 173]
crossed-bin-icon: 🗑︎: [406, 82, 422, 97]
section-title: 1 Penting: [607, 129, 650, 141]
body-text: Amaran • Pastikan unit pisau dipasang dengan ketat pada bikar pengisar sebelum anda memasang pengisar. • Jangan sekali-kali gunakan pengisar untuk mengisar bahan yang sangat keras seperti buah pala, gula batu dan kiub ais. • Jangan sentuh mata pisau unit pisau pengisar semasa anda membersihkannya. Awas • Jangan sekali-kali menggunakan pengisar lebih daripada 30 saat tanpa gangguan. • Sentiasa proses bunga cengkih, bunga lawang dan jintan manis bersama-sama. • Jangan masukkan bahan-bahan panas ke dalam bikar pengisar. • Pengisar tidak sesuai untuk mencincang daging mentah. Sebaliknya gunakan pengisar.: [607, 450, 799, 500]
body-text: Perkakas Philips ini mematuhi semua piawaian berkaitan dengan medan elektromagnet (EMF). Jika dikendalikan dengan betul dan mengikut arahan dalam manual pengguna ini, perkakas ini selamat untuk digunakan berdasarkan bukti saintifik yang ada pada masa ini.: [607, 514, 791, 529]
body-text: Fitur ini memastikan bahwa Anda hanya dapat menghidupkan alat jika tabung blender, gilingan atau mangkuk pencacah telah terpasang dengan benar pada unit motor. Jika tabung blender, gilingan atau mangkuk pencacah dipasang dengan benar, maka kunci pengaman terpasang akan terbuka.: [406, 124, 585, 138]
body-text: Amaran • Jangan sekali-kali masukkan jari anda atau sebarang objek ke dalam balang pengisar semasa perkakas sedang berjalan. • Pastikan unit pisau dipasang dengan ketat pada balang pengisar sebelum anda memasang balang pengisar pada unit motor. • Jangan sentuh mata pisau unit pisau pengisar apabila anda memegang atau membersihkannya. Mata pisau adalah sangat tajam dan anda dengan mudah boleh melukakan jari anda. • Jika unit pisau tersangkut, cabut plag perkakas sebelum anda mengeluarkan bahan-bahan yang menyekat pisau. Awas • Jangan sekali-kali mengisi balang pengisar dengan bahan yang lebih panas dari 80°C. • Jika makanan melekat pada dinding balang pengisar, matikan perkakas dan cabut plagnya. Kemudian gunakan spatula untuk mengeluarkan makanan daripada dinding. • Sentiasa pastikan penutup dipasang dengan betul sebelum anda mengendalikan perkakas. • Jangan lupa meletakkan gelang pengedap pada unit pisau sebelum anda menyambung unit pisau pada balang pengisar, jika tidak kebocoran akan berlaku.: [607, 314, 799, 388]
bullet-list: • Jangan sekali-kali menggunakan penuras untuk memproses bahan yang lebih panas daripada 80°C. • Jangan sekali-kali terlebih muat penuras. Jangan masukkan lebih daripada 75g kacang soya kering atau 150g buah ke dalam penuras pada masa yang sama. • Pastikan penuras dibersihkan sebelum anda meletakkannya dalam perkakas. • Potong buah menjadi kepingan yang lebih kecil sebelum anda meletakkannya dalam penuras. • Rendam bahan-bahan kering, seperti kacang soya, sebelum meletakkannya dalam penuras.: [607, 407, 799, 437]
bullet-list: • Jangan sekali-kali mengisi balang pengisar dengan bahan yang lebih panas dari 80°C. • Jika makanan melekat pada dinding balang pengisar, matikan perkakas dan cabut plagnya. Kemudian gunakan spatula untuk mengeluarkan makanan daripada dinding. • Sentiasa pastikan penutup dipasang dengan betul sebelum anda mengendalikan perkakas. • Jangan lupa meletakkan gelang pengedap pada unit pisau sebelum anda menyambung unit pisau pada balang pengisar, jika tidak kebocoran akan berlaku.: [607, 359, 799, 388]
language-bar-malay: Bahasa Melayu: [607, 114, 799, 126]
register-text: Register your product and get support at: [4, 6, 69, 10]
column-4: [607, 0, 799, 1114]
body-text: Read this user manual carefully before you use the appliance and save it for future reference. Danger Never immerse the motor unit in water or any other liquid, nor rinse it under the tap. Use only a moist cloth to clean the motor unit. Warning • Check if the voltage indicated on the appliance corresponds to the local mains voltage before you connect the appliance. • If the mains cord is damaged, you must have it replaced by Philips, a service centre authorized by Philips or similarly qualified persons in order to avoid a hazard. • Do not use the appliance if the plug, the mains cord or other parts are damaged. • Never use the blender jar or mill beaker to switch the appliance on and off. • Never let the appliance run unattended. • This appliance is not intended for use by persons (including children) with reduced physical, sensory or mental capabilities, or lack of experience and knowledge, unless they have been given supervision or instruction concerning use of the appliance by a person responsible for their safety. • Children should be supervised to ensure that they do not play with the appliance. • Do not touch the blades, especially when the appliance is plugged in. The blades are very sharp. Caution • Always unplug the appliance before you assemble, disassemble or make adjustments to any of the parts. • Never use any accessories or parts from other manufacturers or that Philips does not specifically recommend. If you use such accessories or parts, your guarantee becomes invalid. • Do not exceed the maximum indication on the blender jar, the mill (specific types only) beaker and the chopper bowl (specific types only). • Do not exceed the maximum quantities and processing times indicated in the relevant table. • Noise level: Lc = 86 dB (A): [4, 502, 194, 627]
subsection-title: 모터 회로 보호기(옵션): [607, 61, 799, 71]
bullet-list: • 분쇄기를 조립하기 전에 칼날 장치가 분쇄기 용기에 단단히 고정되었는지 확인하십시오. • 육두구, 빙당, 얼음과 같은 매우 단단한 재료는 분쇄기로 갈지 마십시오. • 분쇄기 칼날 장치를 세척할 때 칼날에 손대지 마십시오. 칼날은 매우 날카롭습니다.: [406, 497, 596, 512]
section-title: 2 Guarantee & service: [205, 228, 302, 240]
language-row: EN Important information leaflet: [12, 124, 172, 131]
body-text: Your product is designed and manufactured with high quality materials and components, which can be recycled and reused. When you see the crossed-out wheeled bin symbol attached to a product, it means the product is covered by the European Directive 2002/96/EC. 🗑︎ Never dispose of your product with other household waste. Please inform yourself about the local rules on the separate collection of electrical and electronic products. The correct disposal of your old product helps prevent potentially negative consequences on the environment and human health.: [205, 111, 395, 160]
bullet-list: • Make sure the blade unit is securely fastened to the mill beaker before you assemble the mill. • Never use the mill to grind very hard ingredients such as nutmeg, Chinese rock sugar and ice cubes. • Do not touch the cutting edges of the mill blade unit when you clean it. They are very sharp and you could easily cut your fingers on them.: [205, 20, 395, 39]
section-title: 1 Penting: [205, 272, 248, 284]
language-bar-indonesia: Indonesia: [205, 258, 395, 270]
section-title: 2 품질 보증 및 서비스: [607, 89, 699, 101]
subsection-title: Filter (HR2027/HR2024 only): [4, 718, 194, 728]
body-text: 이 제품은 재활용 및 재사용이 가능한 고품질의 자재 및 구성품으로 설계 및 제조되었습니다. 제품에 X 표시된 바퀴 달린 쓰레기통 기호가 붙어 있는 경우 유럽 지침 2002/96/EC에 해당하는 제품입니다. 🗑︎ 제품을 일반 가정용 쓰레기와 함께 버리지 마십시오. 전기 및 전자 제품의 분리 수거에 관한 지역 규정을 확인하십시오. 올바른 제품 폐기는 환경 및 인체에 대한 악영향을 방지합니다.: [607, 5, 799, 40]
